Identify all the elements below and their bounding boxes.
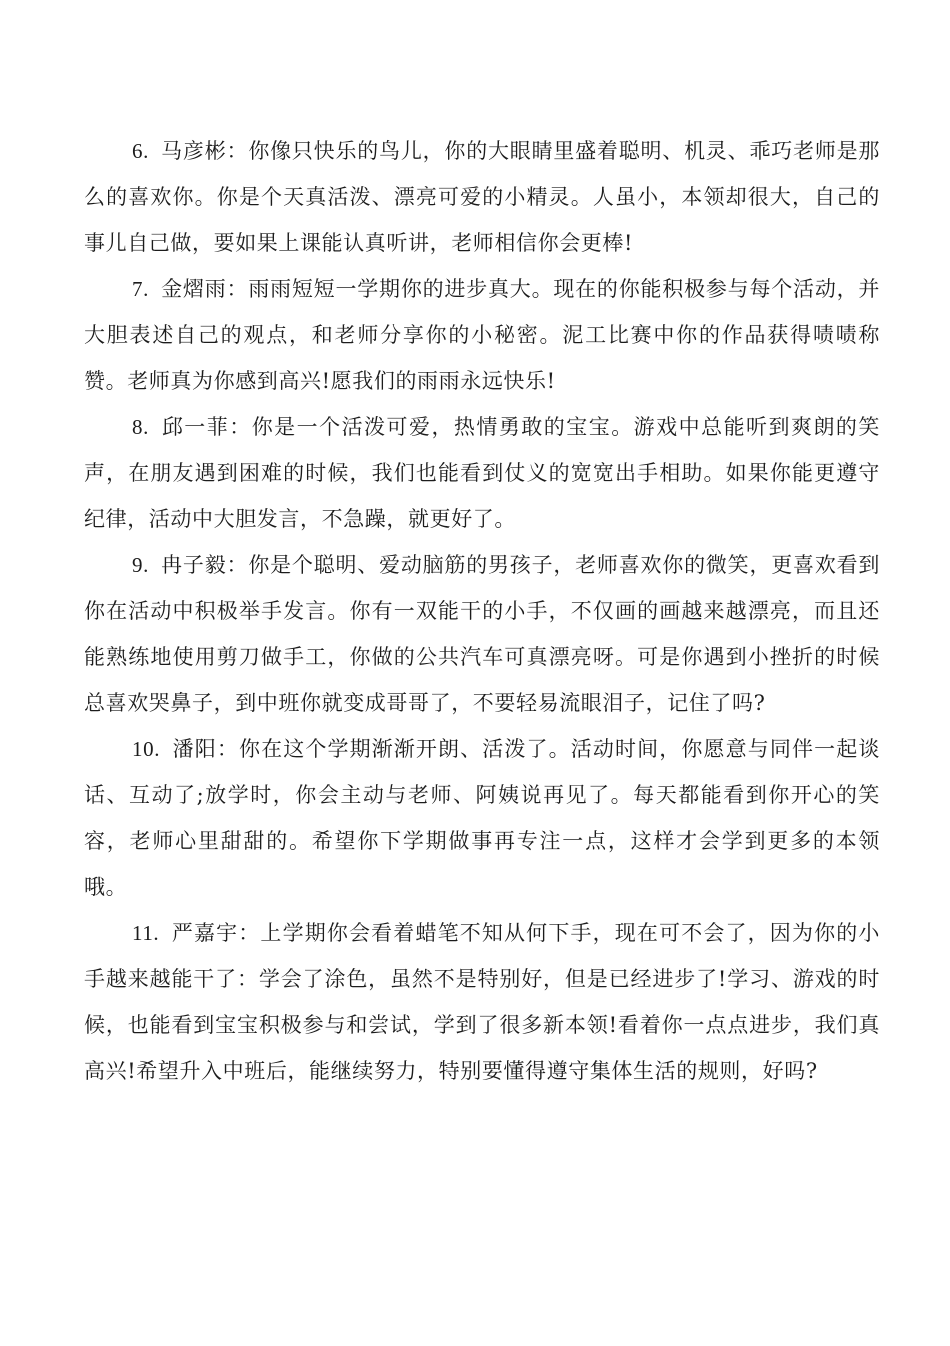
entry-number: 6. (132, 139, 149, 163)
entry-number: 8. (132, 415, 149, 439)
comment-entry-6 (84, 128, 880, 266)
comment-text: 你像只快乐的鸟儿，你的大眼睛里盛着聪明、机灵、乖巧老师是那么的喜欢你。你是个天真活泼、漂亮可爱的小精灵。人虽小，本领却很大，自己的事儿自己做，要如果上课能认真听讲，老师相信你会更棒! (84, 139, 880, 255)
comment-entry-7 (84, 266, 880, 404)
comment-entry-11 (84, 910, 880, 1094)
comment-entry-9 (84, 542, 880, 726)
comment-text: 雨雨短短一学期你的进步真大。现在的你能积极参与每个活动，并大胆表述自己的观点，和老师分享你的小秘密。泥工比赛中你的作品获得啧啧称赞。老师真为你感到高兴!愿我们的雨雨永远快乐! (84, 277, 880, 393)
comment-text: 你是个聪明、爱动脑筋的男孩子，老师喜欢你的微笑，更喜欢看到你在活动中积极举手发言。你有一双能干的小手，不仅画的画越来越漂亮，而且还能熟练地使用剪刀做手工，你做的公共汽车可真漂亮呀。可是你遇到小挫折的时候总喜欢哭鼻子，到中班你就变成哥哥了，不要轻易流眼泪子，记住了吗? (84, 553, 880, 715)
entry-number: 11. (132, 921, 160, 945)
entry-number: 10. (132, 737, 161, 761)
student-name: 严嘉宇： (171, 921, 261, 945)
document-body (84, 128, 880, 1094)
comment-text: 你在这个学期渐渐开朗、活泼了。活动时间，你愿意与同伴一起谈话、互动了;放学时，你会主动与老师、阿姨说再见了。每天都能看到你开心的笑容，老师心里甜甜的。希望你下学期做事再专注一点，这样才会学到更多的本领哦。 (84, 737, 880, 899)
student-name: 金熠雨： (160, 277, 249, 301)
student-name: 潘阳： (172, 737, 239, 761)
comment-text: 你是一个活泼可爱，热情勇敢的宝宝。游戏中总能听到爽朗的笑声，在朋友遇到困难的时候，我们也能看到仗义的宽宽出手相助。如果你能更遵守纪律，活动中大胆发言，不急躁，就更好了。 (84, 415, 880, 531)
comment-entry-10 (84, 726, 880, 910)
entry-number: 7. (132, 277, 149, 301)
comment-entry-8 (84, 404, 880, 542)
student-name: 邱一菲： (160, 415, 252, 439)
student-name: 冉子毅： (160, 553, 249, 577)
entry-number: 9. (132, 553, 149, 577)
student-name: 马彦彬： (160, 139, 249, 163)
comment-text: 上学期你会看着蜡笔不知从何下手，现在可不会了，因为你的小手越来越能干了：学会了涂色，虽然不是特别好，但是已经进步了!学习、游戏的时候，也能看到宝宝积极参与和尝试，学到了很多新本领!看着你一点点进步，我们真高兴!希望升入中班后，能继续努力，特别要懂得遵守集体生活的规则，好吗? (84, 921, 880, 1083)
